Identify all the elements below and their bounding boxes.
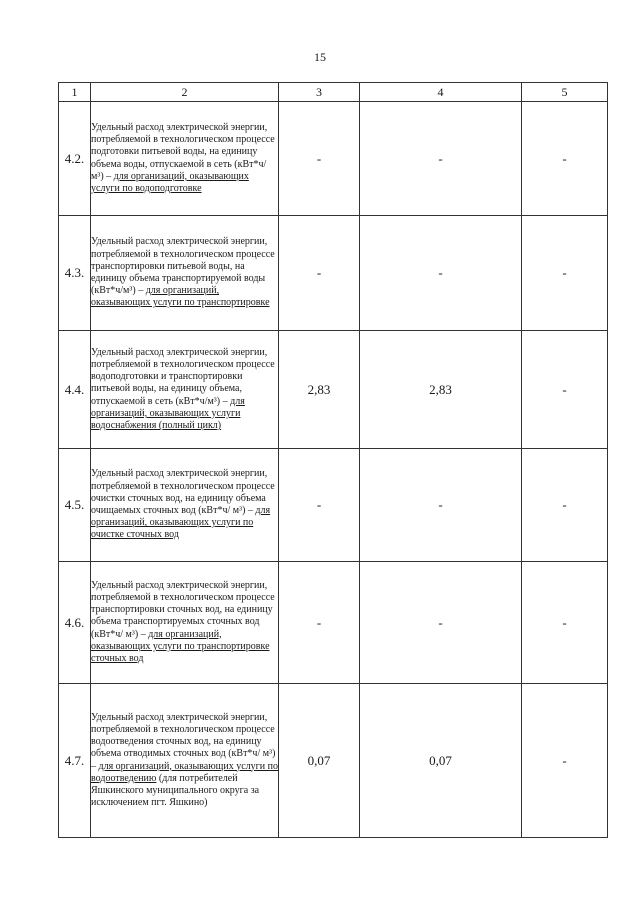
row-description: [91, 102, 279, 216]
description-underlined: для организаций, оказывающих услуги по водоподготовке: [91, 170, 249, 194]
row-description: [91, 684, 279, 838]
table-row: [59, 562, 608, 684]
table-row: [59, 684, 608, 838]
row-number: 4.3.: [59, 216, 91, 331]
description-text: Удельный расход электрической энергии, потребляемой в технологическом процессе подготовки питьевой воды, на единицу объема воды, отпускаемой в сеть (кВт*ч/м³) –: [91, 121, 275, 182]
value-col5: -: [522, 216, 608, 331]
description-text: Удельный расход электрической энергии, потребляемой в технологическом процессе транспортировки сточных вод, на единицу объема транспортируемых сточных вод (кВт*ч/ м³) –: [91, 579, 275, 640]
description-text: Удельный расход электрической энергии, потребляемой в технологическом процессе транспортировки питьевой воды, на единицу объема транспортируемой воды (кВт*ч/м³) –: [91, 236, 275, 297]
value-col4: 2,83: [360, 331, 522, 449]
column-header-2: 2: [91, 83, 279, 102]
table-row: [59, 331, 608, 449]
description-underlined: для организаций, оказывающих услуги по очистке сточных вод: [91, 505, 271, 541]
table-row: [59, 102, 608, 216]
value-col5: -: [522, 102, 608, 216]
description-underlined: для организаций, оказывающих услуги по транспортировке: [91, 285, 270, 309]
data-table: [58, 82, 608, 838]
column-header-4: 4: [360, 83, 522, 102]
value-col4: -: [360, 562, 522, 684]
row-number: 4.5.: [59, 449, 91, 562]
value-col3: -: [279, 562, 360, 684]
column-header-5: 5: [522, 83, 608, 102]
row-number: 4.2.: [59, 102, 91, 216]
row-number: 4.7.: [59, 684, 91, 838]
column-header-3: 3: [279, 83, 360, 102]
column-header-1: 1: [59, 83, 91, 102]
value-col5: -: [522, 562, 608, 684]
row-description: [91, 562, 279, 684]
value-col3: -: [279, 216, 360, 331]
value-col4: 0,07: [360, 684, 522, 838]
row-description: [91, 216, 279, 331]
value-col3: -: [279, 449, 360, 562]
row-description: [91, 449, 279, 562]
value-col5: -: [522, 684, 608, 838]
description-tail: (для потребителей Яшкинского муниципального округа за исключением пгт. Яшкино): [91, 772, 260, 809]
value-col3: 2,83: [279, 331, 360, 449]
description-underlined: для организаций, оказывающих услуги по водоотведению: [91, 760, 278, 784]
table-row: [59, 449, 608, 562]
value-col3: 0,07: [279, 684, 360, 838]
table-header-row: [59, 83, 608, 102]
value-col4: -: [360, 102, 522, 216]
description-underlined: для организаций, оказывающих услуги водоснабжения (полный цикл): [91, 395, 245, 431]
row-description: [91, 331, 279, 449]
row-number: 4.6.: [59, 562, 91, 684]
description-text: Удельный расход электрической энергии, потребляемой в технологическом процессе водоотведения сточных вод, на единицу объема отводимых сточных вод (кВт*ч/ м³) –: [91, 711, 276, 772]
value-col5: -: [522, 449, 608, 562]
description-text: Удельный расход электрической энергии, потребляемой в технологическом процессе очистки сточных вод, на единицу объема очищаемых сточных вод (кВт*ч/ м³) –: [91, 468, 275, 516]
value-col4: -: [360, 216, 522, 331]
description-underlined: для организаций, оказывающих услуги по транспортировке сточных вод: [91, 628, 270, 664]
value-col5: -: [522, 331, 608, 449]
value-col3: -: [279, 102, 360, 216]
page-number: 15: [314, 50, 326, 64]
description-text: Удельный расход электрической энергии, потребляемой в технологическом процессе водоподготовки и транспортировки питьевой воды, на единицу объема, отпускаемой в сеть (кВт*ч/м³) –: [91, 346, 275, 407]
value-col4: -: [360, 449, 522, 562]
table-row: [59, 216, 608, 331]
row-number: 4.4.: [59, 331, 91, 449]
